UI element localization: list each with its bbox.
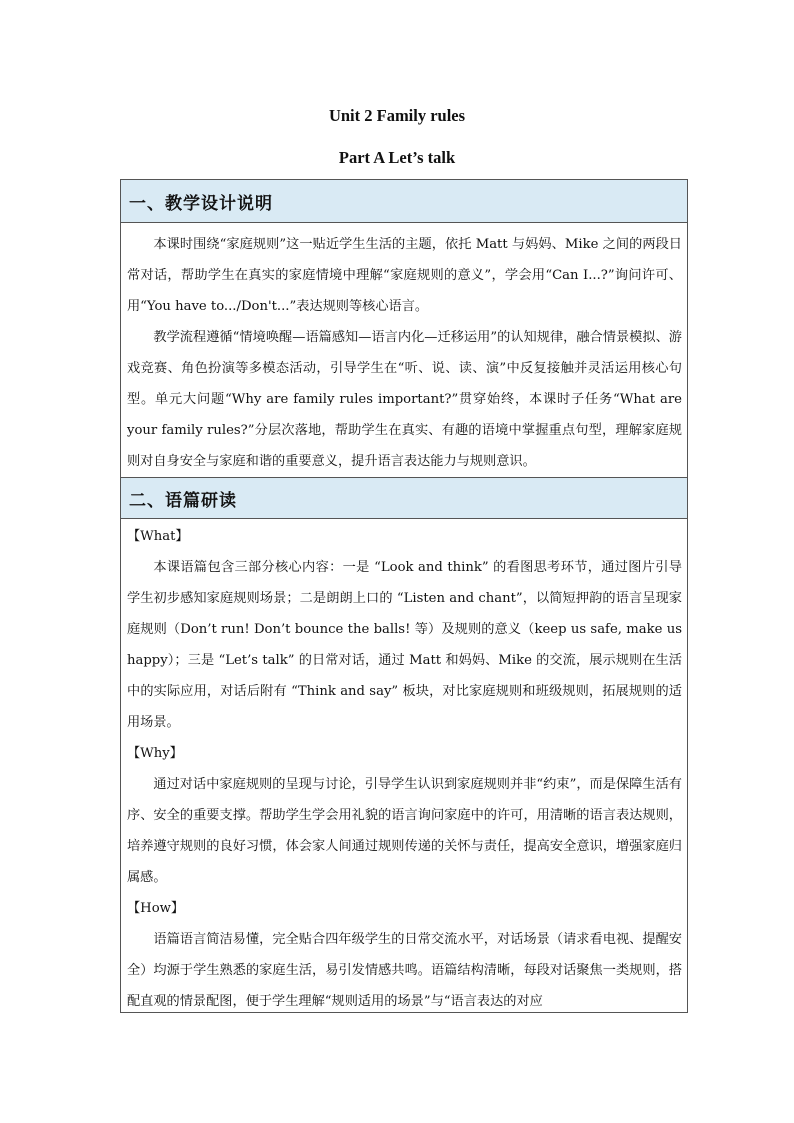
document-title: Unit 2 Family rules [328,106,466,125]
design-notes-paragraph-2: 教学流程遵循“情境唤醒—语篇感知—语言内化—迁移运用”的认知规律，融合情景模拟、游戏竞赛、角色扮演等多模态活动，引导学生在“听、说、读、演”中反复接触并灵活运用核心句型。单元大问题“Why are family rules important?”贯穿始终，本课时子任务“What are your family rules?”分层次落地，帮助学生在真实、有趣的语境中掌握重点句型，理解家庭规则对自身安全与家庭和谐的重要意义，提升语言表达能力与规则意识。 [127,330,682,469]
section-body-text-analysis [121,519,687,1013]
why-label: 【Why】 [127,746,183,761]
how-label: 【How】 [127,901,185,916]
section-heading-text-analysis: 二、语篇研读 [121,477,687,519]
what-paragraph: 本课语篇包含三部分核心内容：一是 “Look and think” 的看图思考环节，通过图片引导学生初步感知家庭规则场景；二是朗朗上口的 “Listen and chant”，以简短押韵的语言呈现家庭规则（Don’t run! Don’t bounce the balls! 等）及规则的意义（keep us safe, make us happy）；三是 “Let’s talk” 的日常对话，通过 Matt 和妈妈、Mike 的交流，展示规则在生活中的实际应用，对话后附有 “Think and say” 板块，对比家庭规则和班级规则，拓展规则的适用场景。 [127,560,682,730]
section-body-design-notes [121,223,687,477]
design-notes-paragraph-1: 本课时围绕“家庭规则”这一贴近学生生活的主题，依托 Matt 与妈妈、Mike 之间的两段日常对话，帮助学生在真实的家庭情境中理解“家庭规则的意义”，学会用“Can I...?”询问许可、用“You have to.../Don't...”表达规则等核心语言。 [127,237,682,314]
what-label: 【What】 [127,529,189,544]
how-paragraph: 语篇语言简洁易懂，完全贴合四年级学生的日常交流水平，对话场景（请求看电视、提醒安全）均源于学生熟悉的家庭生活，易引发情感共鸣。语篇结构清晰，每段对话聚焦一类规则，搭配直观的情景配图，便于学生理解“规则适用的场景”与“语言表达的对应 [127,932,682,1009]
section-heading-design-notes: 一、教学设计说明 [121,180,687,223]
lesson-design-table [120,179,688,1013]
document-subtitle: Part A Let’s talk [338,148,456,167]
why-paragraph: 通过对话中家庭规则的呈现与讨论，引导学生认识到家庭规则并非“约束”，而是保障生活有序、安全的重要支撑。帮助学生学会用礼貌的语言询问家庭中的许可，用清晰的语言表达规则，培养遵守规则的良好习惯，体会家人间通过规则传递的关怀与责任，提高安全意识，增强家庭归属感。 [127,777,682,885]
